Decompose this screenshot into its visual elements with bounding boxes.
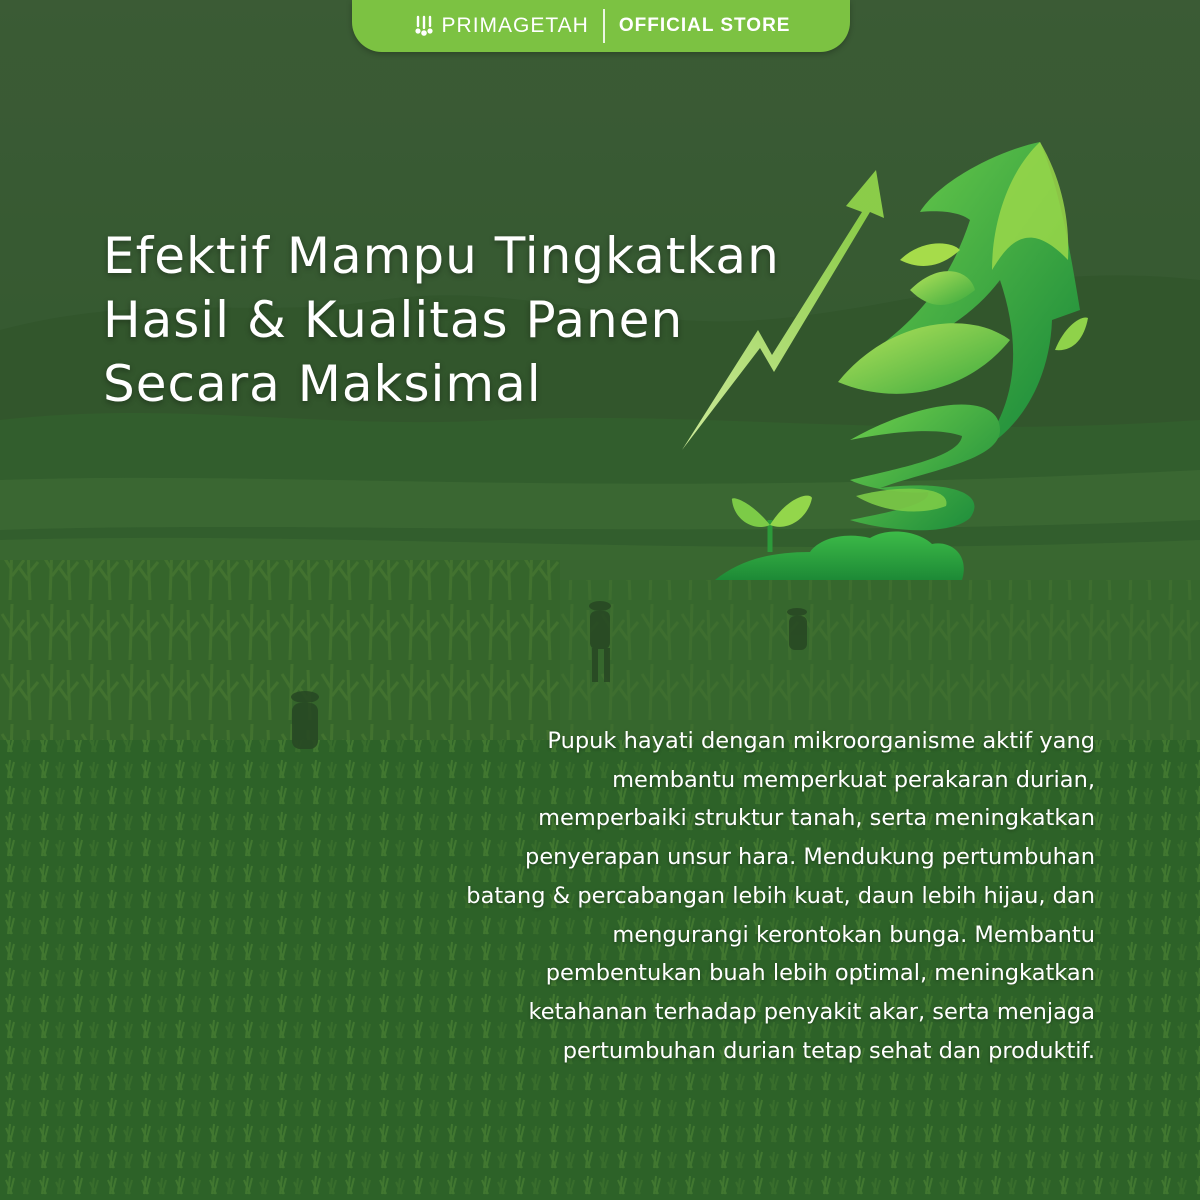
- product-description: [375, 722, 1095, 1070]
- brand-name: PRIMAGETAH: [441, 14, 589, 37]
- official-store-label: OFFICIAL STORE: [618, 15, 791, 36]
- headline-line-2: Hasil & Kualitas Panen: [103, 291, 684, 349]
- description-line-4: penyerapan unsur hara. Mendukung pertumbuhan: [525, 844, 1095, 871]
- headline-line-3: Secara Maksimal: [103, 355, 542, 413]
- brand-divider: [603, 9, 605, 43]
- description-line-7: pembentukan buah lebih optimal, meningkatkan: [545, 960, 1095, 987]
- description-line-8: ketahanan terhadap penyakit akar, serta menjaga: [528, 998, 1095, 1025]
- brand-badge: [352, 0, 850, 52]
- description-line-6: mengurangi kerontokan bunga. Membantu: [612, 921, 1095, 948]
- description-line-1: Pupuk hayati dengan mikroorganisme aktif yang: [547, 728, 1095, 754]
- brand-logo: [412, 14, 589, 38]
- description-line-9: pertumbuhan durian tetap sehat dan produktif.: [562, 1037, 1095, 1064]
- description-line-3: memperbaiki struktur tanah, serta meningkatkan: [538, 805, 1095, 832]
- headline-line-1: Efektif Mampu Tingkatkan: [103, 227, 780, 285]
- sprout-icon: [732, 496, 812, 552]
- description-line-5: batang & percabangan lebih kuat, daun lebih hijau, dan: [466, 882, 1095, 909]
- description-line-2: membantu memperkuat perakaran durian,: [612, 766, 1095, 793]
- droplet-logo-icon: [412, 14, 436, 38]
- growth-arrow-leaves-icon: [670, 140, 1100, 600]
